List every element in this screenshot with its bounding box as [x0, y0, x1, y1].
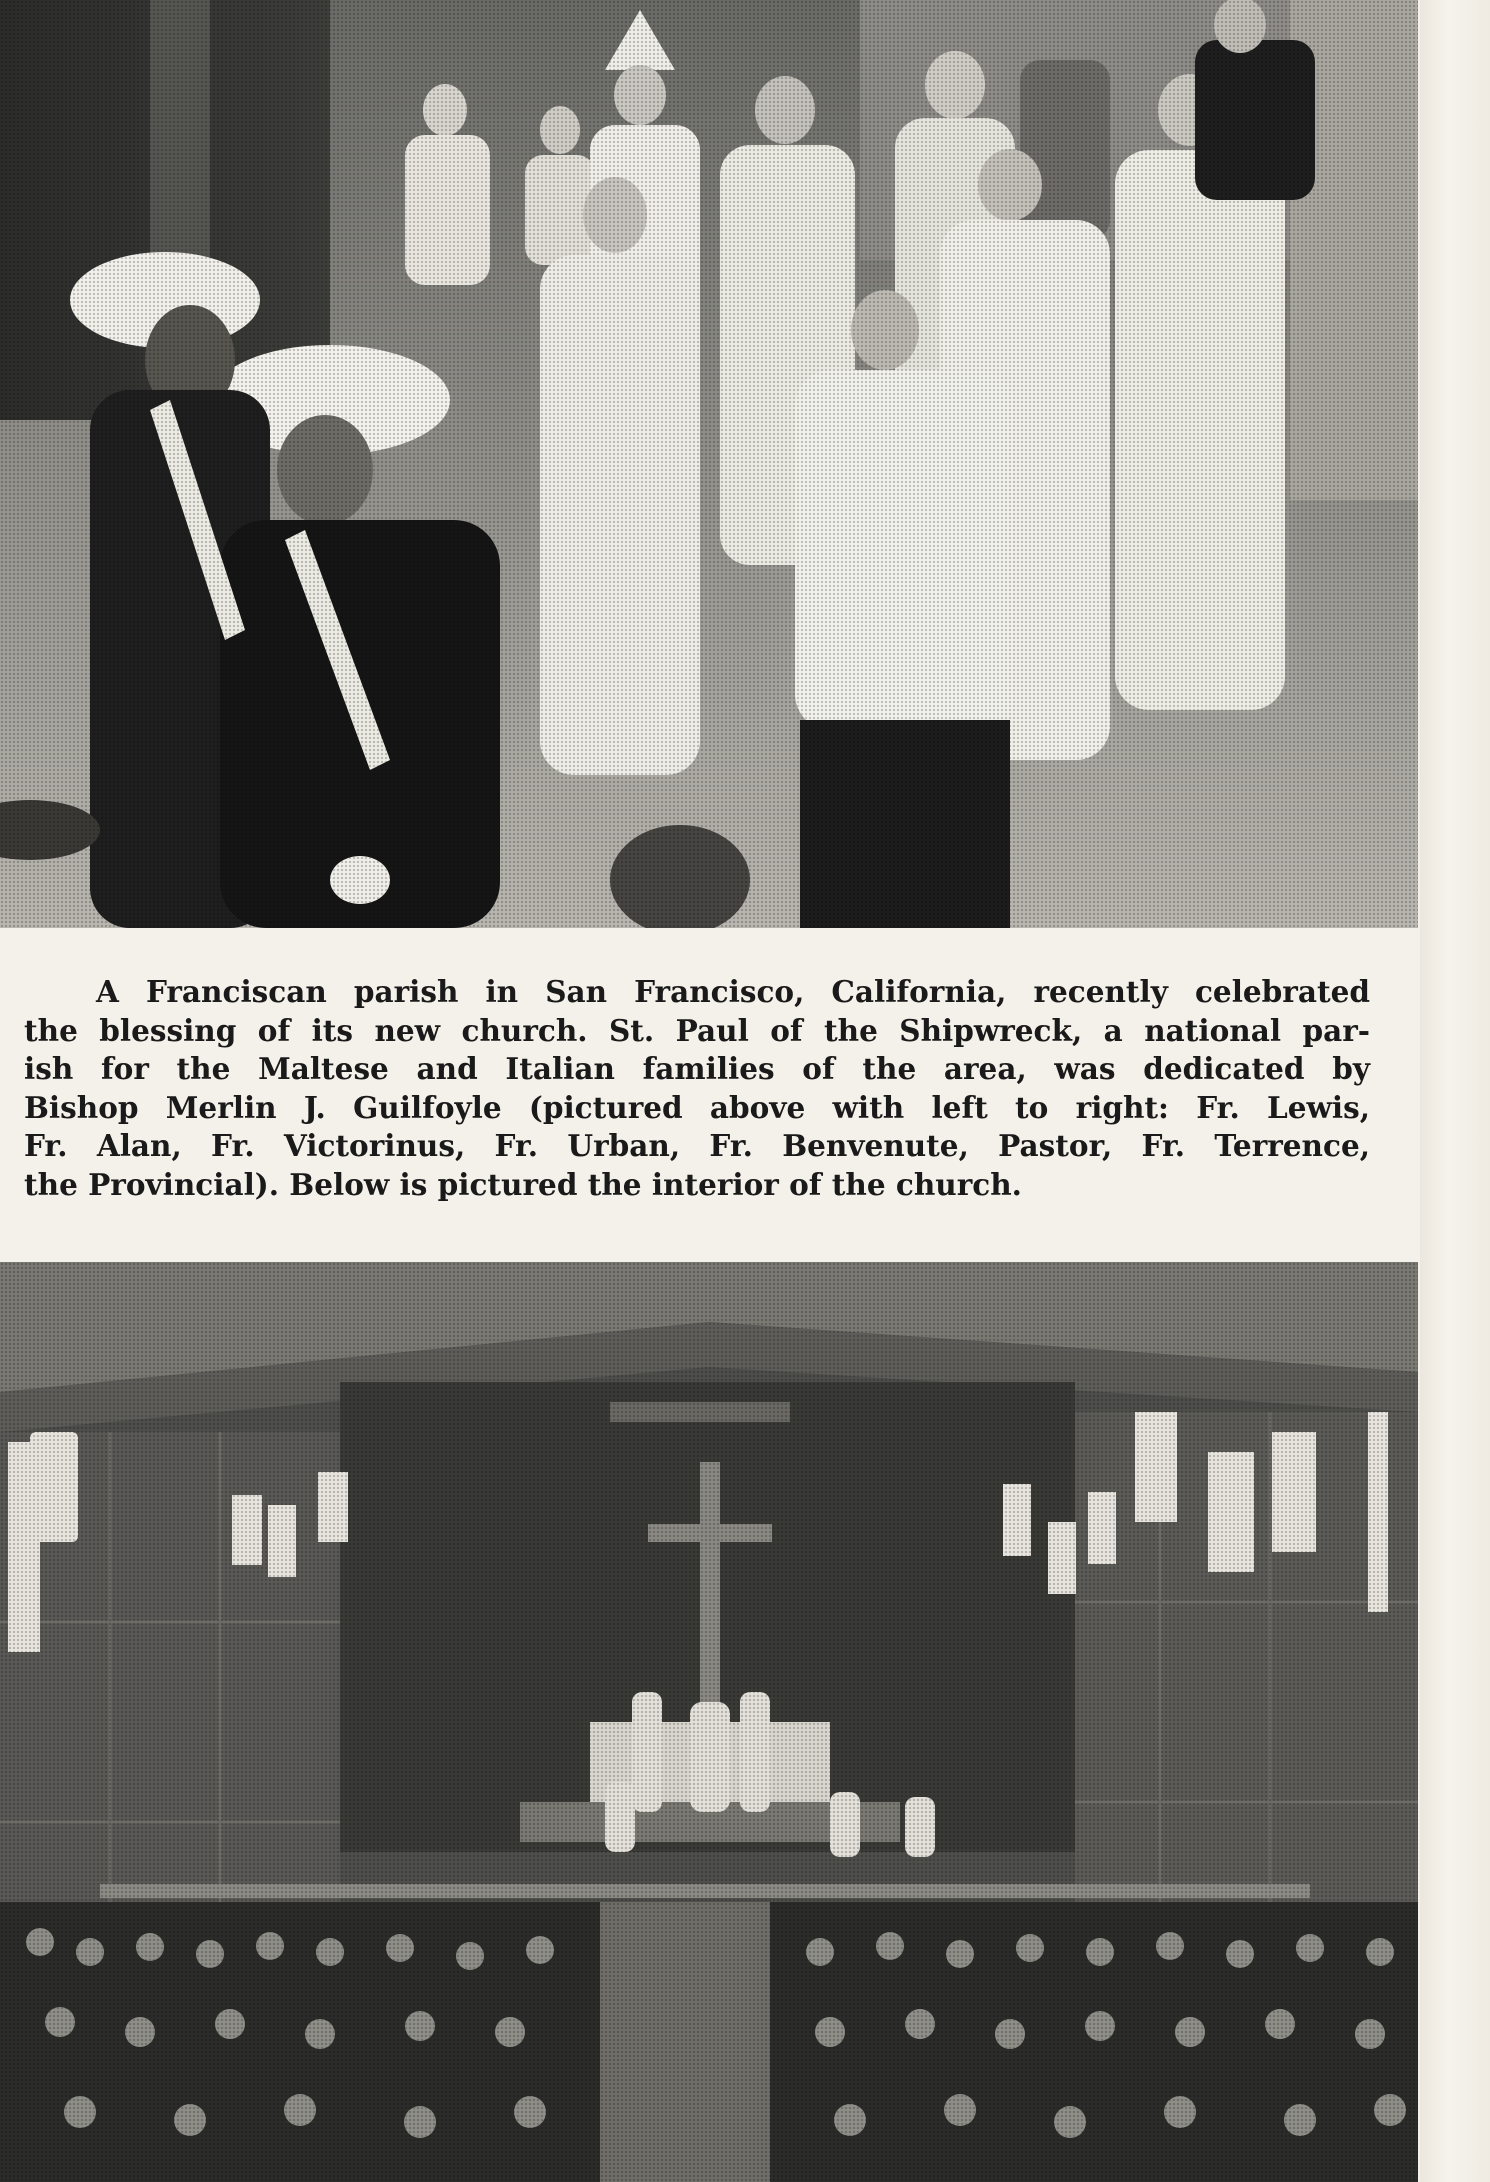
caption-line: the blessing of its new church. St. Paul of the Shipwreck, a national par- — [24, 1012, 1370, 1048]
procession-photo — [0, 0, 1418, 928]
interior-illustration — [0, 1262, 1418, 2182]
caption-line: Bishop Merlin J. Guilfoyle (pictured above with left to right: Fr. Lewis, — [24, 1089, 1370, 1125]
page-edge — [1420, 0, 1490, 2182]
procession-illustration — [0, 0, 1418, 928]
photo-caption — [24, 973, 1370, 1204]
caption-line: A Franciscan parish in San Francisco, California, recently celebrated — [96, 974, 1370, 1009]
caption-line: Fr. Alan, Fr. Victorinus, Fr. Urban, Fr. Benvenute, Pastor, Fr. Terrence, — [24, 1128, 1370, 1163]
church-interior-photo — [0, 1262, 1418, 2182]
caption-line: the Provincial). Below is pictured the interior of the church. — [24, 1166, 1022, 1202]
caption-line: ish for the Maltese and Italian families of the area, was dedicated by — [24, 1051, 1370, 1086]
